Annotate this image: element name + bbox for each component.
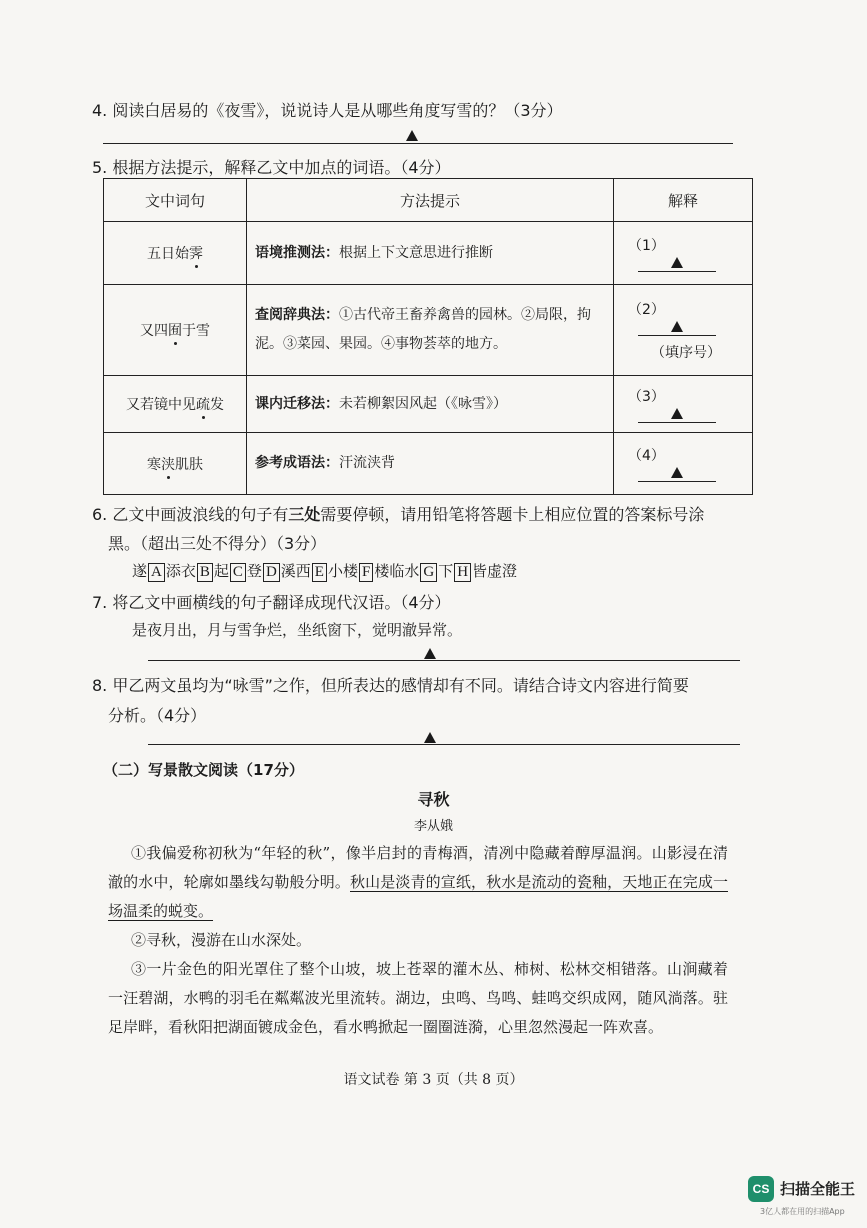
triangle-icon <box>671 408 683 419</box>
method-name: 语境推测法： <box>255 244 339 261</box>
page-footer: 语文试卷 第 3 页（共 8 页） <box>343 1072 524 1088</box>
option-box: D <box>263 563 280 582</box>
option-box: F <box>359 563 373 582</box>
table-header-row <box>104 179 753 222</box>
question-6-line1: 6. 乙文中画波浪线的句子有三处需要停顿，请用铅笔将答题卡上相应位置的答案标号涂 <box>92 505 705 524</box>
option-box: G <box>420 563 437 582</box>
method-name: 课内迁移法： <box>255 395 339 412</box>
answer-cell: （2） （填序号） <box>614 285 753 376</box>
header-cell: 文中词句 <box>104 179 247 222</box>
triangle-icon <box>671 321 683 332</box>
triangle-icon <box>671 467 683 478</box>
answer-cell: （3） <box>614 376 753 433</box>
dotted-char: 霁 <box>189 246 203 262</box>
dotted-char: 疏 <box>196 397 210 413</box>
option-box: H <box>454 563 471 582</box>
answer-blank <box>638 406 716 423</box>
phrase-cell: 寒浃肌肤 <box>104 433 247 495</box>
watermark-brand: 扫描全能王 <box>780 1180 856 1198</box>
method-hint: 未若柳絮因风起（《咏雪》） <box>339 395 507 412</box>
question-8-line1: 8. 甲乙两文虽均为“咏雪”之作，但所表达的感情却有不同。请结合诗文内容进行简要 <box>92 676 689 695</box>
answer-cell: （1） <box>614 222 753 285</box>
option-box: A <box>148 563 165 582</box>
watermark-tagline: 3亿人都在用的扫描App <box>760 1207 845 1216</box>
method-name: 查阅辞典法： <box>255 307 339 323</box>
triangle-icon <box>424 732 436 743</box>
table-row <box>104 285 753 376</box>
answer-line <box>148 660 740 661</box>
paragraph-1: ①我偏爱称初秋为“年轻的秋”，像半启封的青梅酒，清冽中隐藏着醇厚温润。山影浸在清澈的水中，轮廓如墨线勾勒般分明。秋山是淡青的宣纸，秋水是流动的瓷釉，天地正在完成一场温柔的蜕变。 <box>108 844 728 920</box>
essay-title: 寻秋 <box>417 790 450 809</box>
option-box: C <box>230 563 246 582</box>
answer-blank <box>638 465 716 482</box>
table-row <box>104 222 753 285</box>
camscanner-logo-icon: CS <box>748 1176 774 1202</box>
answer-blank <box>638 255 716 272</box>
dotted-char: 浃 <box>161 456 175 473</box>
paragraph-3: ③一片金色的阳光罩住了整个山坡，坡上苍翠的灌木丛、柿树、松林交相错落。山涧藏着一汪碧湖，水鸭的羽毛在粼粼波光里流转。湖边，虫鸣、鸟鸣、蛙鸣交织成网，随风淌落。驻足岸畔，看秋阳把湖面镀成金色，看水鸭掀起一圈圈涟漪，心里忽然漫起一阵欢喜。 <box>108 960 728 1036</box>
underlined-sentence: 秋山是淡青的宣纸，秋水是流动的瓷釉，天地正在完成一场温柔的蜕变。 <box>108 873 728 920</box>
answer-line <box>148 744 740 745</box>
method-hint: 汗流浃背 <box>339 455 395 471</box>
table-row <box>104 433 753 495</box>
method-cell <box>247 222 614 285</box>
essay-author: 李从娥 <box>413 819 453 834</box>
answer-line <box>103 143 733 144</box>
question-8-line2: 分析。（4分） <box>108 706 207 725</box>
triangle-icon <box>671 257 683 268</box>
pause-sentence: 遂 A 添衣 B 起 C 登 D 溪西 E 小楼 F 楼临水 G 下 H 皆虚澄 <box>132 562 518 580</box>
question-6-line2: 黑。（超出三处不得分）（3分） <box>108 534 327 553</box>
triangle-icon <box>424 648 436 659</box>
table-row <box>104 376 753 433</box>
method-hint: 根据上下文意思进行推断 <box>339 244 493 261</box>
answer-cell: （4） <box>614 433 753 495</box>
question-7: 7. 将乙文中画横线的句子翻译成现代汉语。（4分） <box>92 593 451 612</box>
phrase-cell: 五日始霁 <box>104 222 247 285</box>
question-5: 5. 根据方法提示，解释乙文中加点的词语。（4分） <box>92 158 451 177</box>
option-box: E <box>312 563 327 582</box>
section-heading: （二）写景散文阅读（17分） <box>103 761 304 779</box>
phrase-cell: 又四囿于雪 <box>104 285 247 376</box>
question-4: 4. 阅读白居易的《夜雪》，说说诗人是从哪些角度写雪的？（3分） <box>92 101 563 120</box>
dotted-char: 囿 <box>168 323 182 339</box>
method-cell <box>247 285 614 376</box>
method-cell <box>247 433 614 495</box>
paragraph-2: ②寻秋，漫游在山水深处。 <box>131 931 312 949</box>
vocab-table <box>103 178 753 495</box>
option-box: B <box>197 563 213 582</box>
triangle-icon <box>406 130 418 141</box>
method-cell <box>247 376 614 433</box>
method-hint: ①古代帝王畜养禽兽的园林。②局限，拘泥。③菜园、果园。④事物荟萃的地方。 <box>255 307 591 352</box>
phrase-cell: 又若镜中见疏发 <box>104 376 247 433</box>
header-cell: 方法提示 <box>247 179 614 222</box>
header-cell: 解释 <box>614 179 753 222</box>
translate-sentence: 是夜月出，月与雪争烂，坐纸窗下，觉明澈异常。 <box>132 621 463 639</box>
fill-note: （填序号） <box>651 344 721 361</box>
method-name: 参考成语法： <box>255 455 339 471</box>
answer-blank <box>638 319 716 336</box>
